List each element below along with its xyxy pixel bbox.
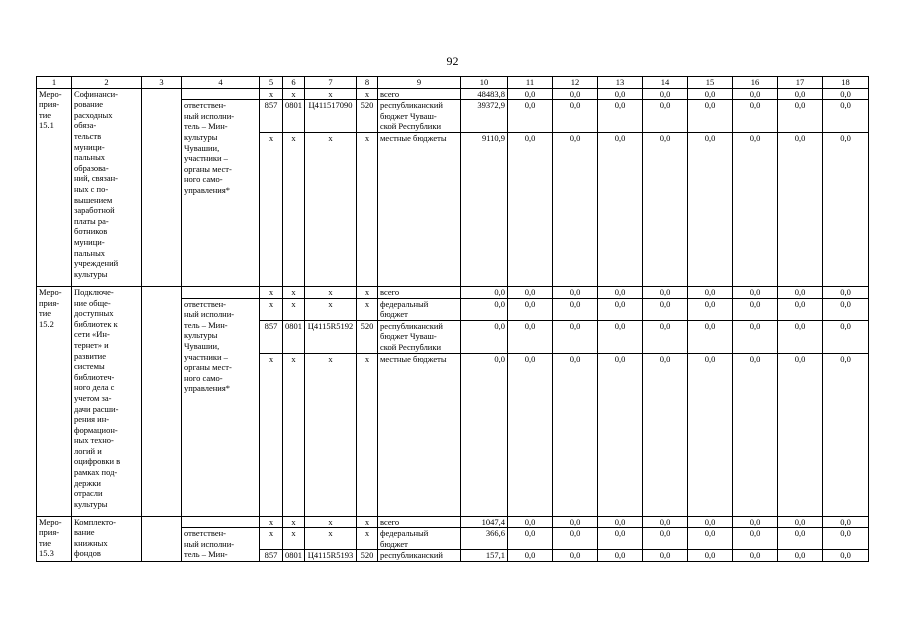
amount: 0,0 bbox=[553, 132, 598, 286]
amount: 0,0 bbox=[553, 286, 598, 298]
amount: 0,0 bbox=[553, 298, 598, 320]
measure-description: Подключе- ние обще- доступных библиотек к сети «Ин- тернет» и развитие системы библиотеч- ного дела с учетом за- дачи расши- рения ин- формацион- ных техно- логий и оцифровки в рамках под- держки отрасли культуры bbox=[72, 286, 142, 516]
amount: 0,0 bbox=[733, 550, 778, 562]
cell: x bbox=[305, 298, 357, 320]
cell: Ц4115R5192 bbox=[305, 320, 357, 353]
cell: x bbox=[357, 132, 378, 286]
empty-cell bbox=[142, 286, 182, 516]
amount: 0,0 bbox=[643, 286, 688, 298]
col-header: 17 bbox=[778, 77, 823, 89]
cell: x bbox=[283, 132, 305, 286]
amount: 0,0 bbox=[733, 132, 778, 286]
amount: 0,0 bbox=[461, 353, 508, 516]
amount: 0,0 bbox=[643, 298, 688, 320]
amount: 0,0 bbox=[598, 353, 643, 516]
amount: 39372,9 bbox=[461, 100, 508, 133]
header-row bbox=[37, 77, 869, 89]
amount: 0,0 bbox=[823, 100, 869, 133]
cell: 0801 bbox=[283, 320, 305, 353]
amount: 0,0 bbox=[508, 286, 553, 298]
executor: ответствен- ный исполни- тель – Мин- bbox=[182, 528, 260, 562]
col-header: 3 bbox=[142, 77, 182, 89]
amount: 0,0 bbox=[461, 286, 508, 298]
col-header: 7 bbox=[305, 77, 357, 89]
col-header: 8 bbox=[357, 77, 378, 89]
amount: 0,0 bbox=[553, 88, 598, 100]
program-table bbox=[36, 76, 869, 562]
amount: 0,0 bbox=[688, 298, 733, 320]
col-header: 14 bbox=[643, 77, 688, 89]
funding-source: федеральный бюджет bbox=[378, 528, 461, 550]
amount: 0,0 bbox=[553, 100, 598, 133]
amount: 0,0 bbox=[598, 550, 643, 562]
amount: 0,0 bbox=[643, 88, 688, 100]
cell: 0801 bbox=[283, 550, 305, 562]
cell: x bbox=[305, 516, 357, 528]
amount: 0,0 bbox=[688, 516, 733, 528]
amount: 0,0 bbox=[733, 516, 778, 528]
empty-cell bbox=[182, 88, 260, 100]
cell: x bbox=[357, 88, 378, 100]
amount: 0,0 bbox=[823, 353, 869, 516]
amount: 0,0 bbox=[823, 528, 869, 550]
amount: 0,0 bbox=[733, 88, 778, 100]
amount: 0,0 bbox=[598, 88, 643, 100]
cell: x bbox=[283, 88, 305, 100]
amount: 0,0 bbox=[778, 516, 823, 528]
amount: 0,0 bbox=[598, 286, 643, 298]
amount: 0,0 bbox=[643, 516, 688, 528]
empty-cell bbox=[182, 516, 260, 528]
amount: 0,0 bbox=[598, 516, 643, 528]
table-row bbox=[37, 88, 869, 100]
cell: x bbox=[260, 286, 283, 298]
amount: 0,0 bbox=[778, 320, 823, 353]
cell: x bbox=[305, 528, 357, 550]
cell: x bbox=[283, 286, 305, 298]
amount: 0,0 bbox=[461, 320, 508, 353]
amount: 0,0 bbox=[823, 132, 869, 286]
amount: 0,0 bbox=[733, 298, 778, 320]
funding-source: местные бюджеты bbox=[378, 353, 461, 516]
col-header: 5 bbox=[260, 77, 283, 89]
amount: 0,0 bbox=[643, 550, 688, 562]
amount: 0,0 bbox=[688, 353, 733, 516]
cell: x bbox=[260, 353, 283, 516]
amount: 0,0 bbox=[461, 298, 508, 320]
cell: x bbox=[305, 132, 357, 286]
cell: x bbox=[357, 528, 378, 550]
empty-cell bbox=[142, 88, 182, 286]
amount: 0,0 bbox=[688, 528, 733, 550]
amount: 0,0 bbox=[823, 516, 869, 528]
amount: 0,0 bbox=[733, 353, 778, 516]
amount: 0,0 bbox=[778, 298, 823, 320]
amount: 0,0 bbox=[778, 286, 823, 298]
amount: 0,0 bbox=[688, 88, 733, 100]
amount: 0,0 bbox=[598, 298, 643, 320]
col-header: 10 bbox=[461, 77, 508, 89]
amount: 0,0 bbox=[823, 286, 869, 298]
amount: 366,6 bbox=[461, 528, 508, 550]
cell: x bbox=[357, 298, 378, 320]
measure-description: Комплекто- вание книжных фондов bbox=[72, 516, 142, 561]
cell: 857 bbox=[260, 100, 283, 133]
cell: 520 bbox=[357, 550, 378, 562]
amount: 0,0 bbox=[508, 100, 553, 133]
cell: x bbox=[260, 88, 283, 100]
amount: 0,0 bbox=[688, 286, 733, 298]
amount: 0,0 bbox=[553, 516, 598, 528]
amount: 0,0 bbox=[553, 550, 598, 562]
amount: 0,0 bbox=[823, 88, 869, 100]
cell: x bbox=[260, 528, 283, 550]
amount: 0,0 bbox=[553, 353, 598, 516]
amount: 0,0 bbox=[778, 88, 823, 100]
executor: ответствен- ный исполни- тель – Мин- культуры Чувашии, участники – органы мест- ного само- управления* bbox=[182, 100, 260, 287]
amount: 0,0 bbox=[508, 353, 553, 516]
cell: x bbox=[260, 516, 283, 528]
amount: 0,0 bbox=[778, 100, 823, 133]
cell: x bbox=[283, 516, 305, 528]
amount: 157,1 bbox=[461, 550, 508, 562]
funding-source: всего bbox=[378, 88, 461, 100]
cell: Ц4115R5193 bbox=[305, 550, 357, 562]
amount: 0,0 bbox=[733, 100, 778, 133]
funding-source: федеральный бюджет bbox=[378, 298, 461, 320]
amount: 0,0 bbox=[553, 320, 598, 353]
executor: ответствен- ный исполни- тель – Мин- культуры Чувашии, участники – органы мест- ного само- управления* bbox=[182, 298, 260, 516]
amount: 0,0 bbox=[778, 550, 823, 562]
amount: 0,0 bbox=[643, 320, 688, 353]
measure-name: Меро- прия- тие 15.2 bbox=[37, 286, 72, 516]
col-header: 9 bbox=[378, 77, 461, 89]
amount: 0,0 bbox=[688, 320, 733, 353]
cell: x bbox=[305, 286, 357, 298]
amount: 0,0 bbox=[643, 132, 688, 286]
col-header: 15 bbox=[688, 77, 733, 89]
funding-source: всего bbox=[378, 516, 461, 528]
amount: 48483,8 bbox=[461, 88, 508, 100]
col-header: 6 bbox=[283, 77, 305, 89]
cell: x bbox=[283, 298, 305, 320]
empty-cell bbox=[142, 516, 182, 561]
col-header: 18 bbox=[823, 77, 869, 89]
funding-source: республиканский бюджет Чуваш- ской Республики bbox=[378, 320, 461, 353]
amount: 0,0 bbox=[823, 550, 869, 562]
measure-description: Софинанси- рование расходных обяза- тельств муници- пальных образова- ний, связан- ных с по- вышением заработной платы ра- ботников муници- пальных учреждений культуры bbox=[72, 88, 142, 286]
amount: 0,0 bbox=[733, 528, 778, 550]
amount: 0,0 bbox=[598, 132, 643, 286]
cell: x bbox=[357, 353, 378, 516]
cell: x bbox=[305, 88, 357, 100]
amount: 0,0 bbox=[598, 320, 643, 353]
col-header: 11 bbox=[508, 77, 553, 89]
amount: 0,0 bbox=[553, 528, 598, 550]
cell: x bbox=[283, 353, 305, 516]
cell: x bbox=[357, 286, 378, 298]
table-row bbox=[37, 516, 869, 528]
measure-name: Меро- прия- тие 15.3 bbox=[37, 516, 72, 561]
cell: 857 bbox=[260, 550, 283, 562]
amount: 0,0 bbox=[508, 298, 553, 320]
cell: Ц411517090 bbox=[305, 100, 357, 133]
amount: 0,0 bbox=[823, 320, 869, 353]
col-header: 2 bbox=[72, 77, 142, 89]
amount: 0,0 bbox=[508, 132, 553, 286]
table-row bbox=[37, 286, 869, 298]
cell: x bbox=[260, 132, 283, 286]
amount: 0,0 bbox=[508, 88, 553, 100]
amount: 0,0 bbox=[643, 353, 688, 516]
amount: 0,0 bbox=[643, 528, 688, 550]
funding-source: местные бюджеты bbox=[378, 132, 461, 286]
cell: 520 bbox=[357, 100, 378, 133]
amount: 0,0 bbox=[508, 550, 553, 562]
col-header: 1 bbox=[37, 77, 72, 89]
amount: 0,0 bbox=[643, 100, 688, 133]
cell: 0801 bbox=[283, 100, 305, 133]
measure-name: Меро- прия- тие 15.1 bbox=[37, 88, 72, 286]
amount: 0,0 bbox=[688, 100, 733, 133]
amount: 0,0 bbox=[508, 516, 553, 528]
empty-cell bbox=[182, 286, 260, 298]
col-header: 13 bbox=[598, 77, 643, 89]
amount: 0,0 bbox=[778, 528, 823, 550]
amount: 0,0 bbox=[508, 320, 553, 353]
amount: 0,0 bbox=[778, 353, 823, 516]
funding-source: республиканский бюджет Чуваш- ской Республики bbox=[378, 100, 461, 133]
amount: 0,0 bbox=[733, 320, 778, 353]
cell: x bbox=[305, 353, 357, 516]
amount: 0,0 bbox=[733, 286, 778, 298]
cell: 857 bbox=[260, 320, 283, 353]
amount: 0,0 bbox=[598, 528, 643, 550]
col-header: 16 bbox=[733, 77, 778, 89]
col-header: 4 bbox=[182, 77, 260, 89]
amount: 0,0 bbox=[688, 550, 733, 562]
cell: x bbox=[357, 516, 378, 528]
amount: 1047,4 bbox=[461, 516, 508, 528]
col-header: 12 bbox=[553, 77, 598, 89]
funding-source: республиканский bbox=[378, 550, 461, 562]
amount: 0,0 bbox=[508, 528, 553, 550]
cell: 520 bbox=[357, 320, 378, 353]
funding-source: всего bbox=[378, 286, 461, 298]
amount: 0,0 bbox=[823, 298, 869, 320]
amount: 0,0 bbox=[778, 132, 823, 286]
amount: 9110,9 bbox=[461, 132, 508, 286]
page-number: 92 bbox=[446, 54, 459, 68]
amount: 0,0 bbox=[688, 132, 733, 286]
amount: 0,0 bbox=[598, 100, 643, 133]
cell: x bbox=[260, 298, 283, 320]
cell: x bbox=[283, 528, 305, 550]
